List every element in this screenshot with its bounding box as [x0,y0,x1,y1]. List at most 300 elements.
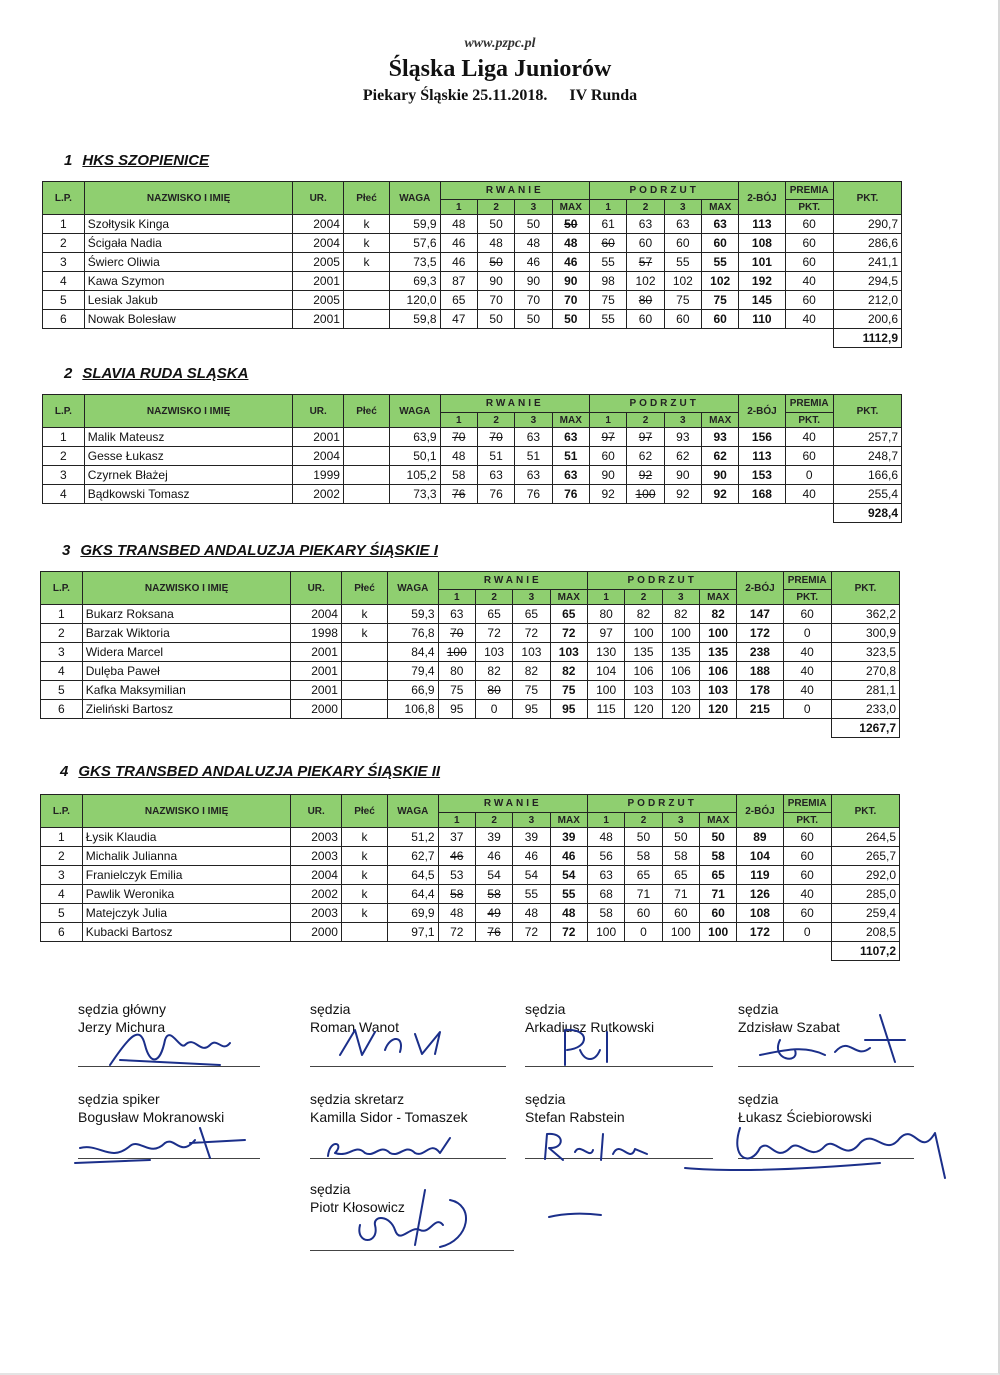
header-attempt2: 2 [625,813,662,828]
cell-c3: 65 [662,866,699,885]
official-role: sędzia [310,1181,351,1197]
cell-name: Gesse Łukasz [84,447,293,466]
cell-s2: 70 [477,291,514,310]
cell-cmax: 75 [702,291,739,310]
header-max: MAX [700,813,737,828]
signature-scribble [70,1118,250,1168]
cell-bonus: 40 [783,885,831,904]
cell-c1: 55 [589,253,626,272]
cell-cmax: 60 [702,234,739,253]
cell-sex [343,466,389,485]
cell-s3: 51 [515,447,552,466]
cell-s2: 65 [475,605,512,624]
cell-bonus: 60 [785,234,833,253]
cell-s1: 65 [440,291,477,310]
cell-year: 1999 [293,466,344,485]
cell-points: 294,5 [833,272,901,291]
team-number: 1 [64,152,73,169]
cell-sex: k [343,253,389,272]
cell-s2: 76 [477,485,514,504]
cell-c3: 63 [664,215,701,234]
event-subtitle [0,87,1000,105]
cell-bonus: 40 [785,485,833,504]
cell-weight: 59,9 [390,215,441,234]
cell-sex: k [341,866,387,885]
cell-c2: 97 [627,428,664,447]
cell-year: 2003 [291,847,342,866]
cell-cmax: 102 [702,272,739,291]
header-points: PKT. [831,795,899,828]
cell-c1: 61 [589,215,626,234]
header-bonus: PREMIA [783,572,831,590]
cell-c1: 130 [587,643,624,662]
cell-points: 264,5 [831,828,899,847]
cell-s3: 75 [513,681,550,700]
team-number: 4 [60,763,69,780]
header-attempt3: 3 [515,413,552,428]
cell-c1: 100 [587,923,624,942]
official-role: sędzia główny [78,1001,166,1017]
cell-c2: 120 [625,700,662,719]
official-name: Bogusław Mokranowski [78,1109,225,1125]
round-label: IV Runda [569,87,638,104]
cell-bonus: 60 [783,847,831,866]
cell-c3: 60 [664,234,701,253]
results-table [40,794,900,961]
cell-c2: 92 [627,466,664,485]
cell-total: 104 [737,847,783,866]
cell-c3: 71 [662,885,699,904]
cell-s1: 48 [440,215,477,234]
cell-total: 101 [739,253,785,272]
cell-c3: 100 [662,923,699,942]
cell-s1: 70 [438,624,475,643]
signature-scribble [545,1020,635,1070]
official-role: sędzia [738,1091,779,1107]
cell-year: 2000 [291,923,342,942]
cell-c3: 60 [664,310,701,329]
header-total: 2-BÓJ [739,395,785,428]
cell-bonus: 40 [785,272,833,291]
cell-total: 172 [737,923,783,942]
cell-s2: 70 [477,428,514,447]
cell-s1: 80 [438,662,475,681]
cell-total: 153 [739,466,785,485]
header-attempt3: 3 [664,200,701,215]
cell-s1: 72 [438,923,475,942]
cell-name: Świerc Oliwia [84,253,293,272]
cell-sex: k [343,215,389,234]
header-max: MAX [552,413,589,428]
cell-sex [343,272,389,291]
cell-s2: 46 [475,847,512,866]
cell-c2: 82 [625,605,662,624]
cell-lp: 6 [41,923,83,942]
header-total: 2-BÓJ [737,572,783,605]
cell-s2: 0 [475,700,512,719]
official-block [525,1090,625,1126]
cell-smax: 55 [550,885,587,904]
table-row [43,428,902,447]
spacer-cell [41,942,832,961]
cell-sex [341,643,387,662]
header-lp: L.P. [43,182,85,215]
cell-weight: 105,2 [390,466,441,485]
cell-cmax: 65 [700,866,737,885]
official-block [310,1090,468,1126]
cell-c2: 135 [625,643,662,662]
cell-s3: 46 [515,253,552,272]
cell-name: Nowak Bolesław [84,310,293,329]
cell-c2: 106 [625,662,662,681]
cell-lp: 6 [41,700,83,719]
cell-bonus: 60 [783,866,831,885]
cell-s2: 49 [475,904,512,923]
header-year: UR. [293,182,344,215]
cell-weight: 73,5 [390,253,441,272]
table-row [43,253,902,272]
cell-s1: 48 [440,447,477,466]
team-name: HKS SZOPIENICE [82,152,210,169]
cell-points: 323,5 [831,643,899,662]
cell-c2: 100 [625,624,662,643]
results-table [42,394,902,523]
header-lp: L.P. [41,572,83,605]
cell-year: 2005 [293,253,344,272]
header-bonus: PREMIA [785,395,833,413]
cell-s3: 54 [513,866,550,885]
cell-name: Zieliński Bartosz [82,700,291,719]
cell-weight: 97,1 [388,923,439,942]
header-name: NAZWISKO I IMIĘ [84,182,293,215]
table-row [43,234,902,253]
cell-c3: 135 [662,643,699,662]
cell-s3: 63 [515,466,552,485]
cell-name: Ścigała Nadia [84,234,293,253]
header-clean-jerk: PODRZUT [587,572,736,590]
header-points: PKT. [833,182,901,215]
cell-points: 290,7 [833,215,901,234]
team-number: 2 [64,365,73,382]
cell-total: 145 [739,291,785,310]
header-max: MAX [702,413,739,428]
header-year: UR. [291,572,342,605]
cell-weight: 79,4 [388,662,439,681]
cell-s1: 76 [440,485,477,504]
cell-smax: 48 [552,234,589,253]
cell-c1: 80 [587,605,624,624]
header-attempt1: 1 [438,590,475,605]
cell-weight: 59,8 [390,310,441,329]
signature-scribble [100,1015,240,1075]
signature-scribble [320,1128,460,1168]
cell-s2: 76 [475,923,512,942]
website-url: www.pzpc.pl [464,36,536,51]
cell-c3: 93 [664,428,701,447]
cell-c1: 56 [587,847,624,866]
cell-s3: 39 [513,828,550,847]
header-weight: WAGA [388,572,439,605]
cell-c2: 50 [625,828,662,847]
cell-s1: 100 [438,643,475,662]
cell-year: 2002 [291,885,342,904]
spacer-cell [43,504,834,523]
cell-weight: 64,4 [388,885,439,904]
table-row [41,923,900,942]
cell-bonus: 40 [783,662,831,681]
cell-bonus: 60 [785,253,833,272]
cell-c2: 62 [627,447,664,466]
cell-points: 241,1 [833,253,901,272]
signature-scribble [755,1010,915,1070]
signature-line [310,1066,506,1067]
cell-year: 2004 [293,215,344,234]
cell-c2: 57 [627,253,664,272]
official-role: sędzia [310,1001,351,1017]
cell-total: 126 [737,885,783,904]
cell-lp: 5 [41,681,83,700]
header-bonus-pts: PKT. [783,590,831,605]
cell-smax: 65 [550,605,587,624]
header-attempt3: 3 [664,413,701,428]
team-name: GKS TRANSBED ANDALUZJA PIEKARY ŚIĄSKIE II [78,763,441,780]
cell-s1: 63 [438,605,475,624]
cell-year: 2002 [293,485,344,504]
cell-weight: 84,4 [388,643,439,662]
cell-weight: 62,7 [388,847,439,866]
cell-c2: 65 [625,866,662,885]
cell-total: 119 [737,866,783,885]
cell-weight: 64,5 [388,866,439,885]
cell-total: 156 [739,428,785,447]
cell-lp: 1 [41,605,83,624]
cell-c3: 50 [662,828,699,847]
cell-sex: k [341,904,387,923]
cell-weight: 69,3 [390,272,441,291]
cell-smax: 46 [552,253,589,272]
cell-c3: 60 [662,904,699,923]
cell-points: 166,6 [833,466,901,485]
cell-s2: 39 [475,828,512,847]
official-name: Jerzy Michura [78,1019,166,1035]
team-heading [64,152,209,169]
cell-sex [343,428,389,447]
team-heading [64,365,248,382]
cell-c1: 60 [589,447,626,466]
cell-cmax: 135 [700,643,737,662]
official-role: sędzia [738,1001,779,1017]
cell-sex: k [341,847,387,866]
team-total: 1107,2 [831,942,899,961]
official-role: sędzia skretarz [310,1091,405,1107]
cell-cmax: 60 [702,310,739,329]
cell-weight: 120,0 [390,291,441,310]
table-row [41,624,900,643]
cell-s3: 72 [513,624,550,643]
cell-c1: 63 [587,866,624,885]
cell-lp: 4 [41,662,83,681]
header-name: NAZWISKO I IMIĘ [82,572,291,605]
signature-scribble [330,1020,460,1065]
cell-bonus: 40 [785,428,833,447]
header-snatch: RWANIE [438,795,587,813]
cell-c2: 102 [627,272,664,291]
cell-c3: 58 [662,847,699,866]
cell-bonus: 60 [785,447,833,466]
cell-year: 2001 [293,310,344,329]
cell-year: 2004 [293,234,344,253]
cell-points: 208,5 [831,923,899,942]
cell-s2: 58 [475,885,512,904]
cell-name: Franielczyk Emilia [82,866,291,885]
header-attempt3: 3 [515,200,552,215]
header-snatch: RWANIE [438,572,587,590]
header-weight: WAGA [390,182,441,215]
cell-s1: 58 [440,466,477,485]
team-heading [62,542,438,559]
event-place-date: Piekary Śląskie 25.11.2018. [362,87,548,104]
cell-name: Bądkowski Tomasz [84,485,293,504]
cell-points: 257,7 [833,428,901,447]
header-name: NAZWISKO I IMIĘ [82,795,291,828]
cell-weight: 73,3 [390,485,441,504]
cell-c3: 100 [662,624,699,643]
header-bonus: PREMIA [785,182,833,200]
header-attempt2: 2 [627,413,664,428]
cell-s3: 48 [513,904,550,923]
header-name: NAZWISKO I IMIĘ [84,395,293,428]
cell-sex: k [341,605,387,624]
cell-points: 265,7 [831,847,899,866]
header-sex: Płeć [343,395,389,428]
cell-lp: 2 [41,624,83,643]
cell-sex: k [341,885,387,904]
cell-total: 108 [739,234,785,253]
cell-c2: 0 [625,923,662,942]
header-clean-jerk: PODRZUT [589,395,738,413]
cell-sex [341,681,387,700]
cell-name: Michalik Julianna [82,847,291,866]
cell-points: 362,2 [831,605,899,624]
cell-s2: 51 [477,447,514,466]
cell-s1: 46 [440,253,477,272]
cell-points: 270,8 [831,662,899,681]
header-total: 2-BÓJ [739,182,785,215]
cell-c2: 60 [625,904,662,923]
cell-s3: 103 [513,643,550,662]
cell-total: 147 [737,605,783,624]
cell-s1: 48 [438,904,475,923]
header-attempt3: 3 [513,590,550,605]
cell-c1: 75 [589,291,626,310]
cell-total: 188 [737,662,783,681]
cell-year: 2001 [293,272,344,291]
cell-year: 2001 [291,662,342,681]
team-total: 1267,7 [831,719,899,738]
cell-lp: 5 [41,904,83,923]
cell-s3: 82 [513,662,550,681]
cell-points: 255,4 [833,485,901,504]
cell-c1: 104 [587,662,624,681]
cell-s1: 58 [438,885,475,904]
cell-name: Matejczyk Julia [82,904,291,923]
cell-s2: 90 [477,272,514,291]
official-name: Arkadiusz Rutkowski [525,1019,655,1035]
cell-smax: 82 [550,662,587,681]
cell-s1: 47 [440,310,477,329]
cell-lp: 4 [43,485,85,504]
header-attempt1: 1 [438,813,475,828]
cell-year: 2001 [291,643,342,662]
header-points: PKT. [831,572,899,605]
cell-c3: 103 [662,681,699,700]
header-sex: Płeć [341,795,387,828]
results-table [42,181,902,348]
cell-c3: 75 [664,291,701,310]
cell-lp: 4 [43,272,85,291]
cell-name: Kawa Szymon [84,272,293,291]
cell-c1: 55 [589,310,626,329]
cell-bonus: 60 [785,291,833,310]
cell-lp: 6 [43,310,85,329]
cell-bonus: 40 [783,643,831,662]
cell-smax: 90 [552,272,589,291]
cell-c2: 103 [625,681,662,700]
table-row [43,466,902,485]
header-clean-jerk: PODRZUT [587,795,736,813]
cell-cmax: 92 [702,485,739,504]
cell-total: 215 [737,700,783,719]
cell-year: 2000 [291,700,342,719]
cell-smax: 39 [550,828,587,847]
cell-smax: 63 [552,466,589,485]
cell-c3: 90 [664,466,701,485]
cell-year: 2005 [293,291,344,310]
header-attempt1: 1 [440,413,477,428]
cell-c1: 60 [589,234,626,253]
cell-bonus: 0 [783,624,831,643]
cell-lp: 2 [43,447,85,466]
signature-scribble [680,1118,960,1188]
cell-cmax: 82 [700,605,737,624]
official-name: Roman Wanot [310,1019,399,1035]
cell-points: 259,4 [831,904,899,923]
cell-smax: 72 [550,923,587,942]
cell-smax: 50 [552,215,589,234]
cell-name: Łysik Klaudia [82,828,291,847]
header-attempt1: 1 [587,590,624,605]
cell-c3: 82 [662,605,699,624]
cell-name: Pawlik Weronika [82,885,291,904]
cell-s3: 70 [515,291,552,310]
official-name: Kamilla Sidor - Tomaszek [310,1109,468,1125]
cell-total: 89 [737,828,783,847]
cell-smax: 76 [552,485,589,504]
cell-bonus: 0 [783,923,831,942]
cell-year: 2003 [291,828,342,847]
cell-year: 2001 [291,681,342,700]
cell-c1: 90 [589,466,626,485]
table-row [41,681,900,700]
cell-c3: 55 [664,253,701,272]
table-row [41,605,900,624]
header-total: 2-BÓJ [737,795,783,828]
cell-c3: 106 [662,662,699,681]
cell-cmax: 63 [702,215,739,234]
cell-sex [341,662,387,681]
table-row [41,904,900,923]
header-bonus-pts: PKT. [785,200,833,215]
